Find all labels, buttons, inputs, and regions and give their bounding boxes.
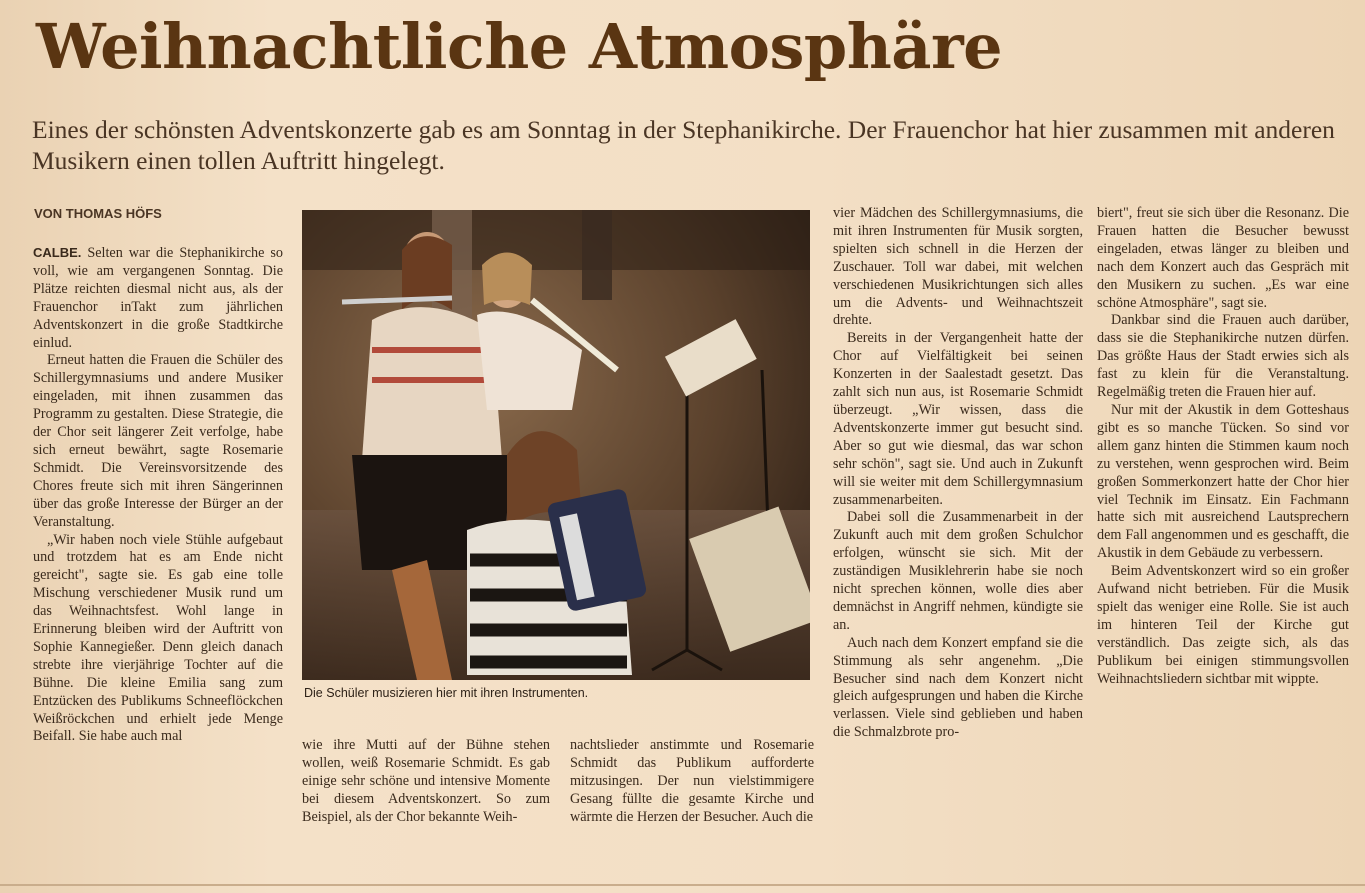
paragraph: Auch nach dem Konzert empfand sie die Stimmung als sehr angenehm. „Die Besucher sind nach dem Konzert nicht gleich aufgesprungen und haben die Kirche verlassen. Viele sind geblieben und haben die Schmalzbrote pro- (833, 634, 1083, 741)
students-playing-instruments-photo (302, 210, 810, 680)
paragraph: wie ihre Mutti auf der Bühne stehen wollen, weiß Rosemarie Schmidt. Es gab einige sehr schöne und intensive Momente bei diesem Adventskonzert. So zum Beispiel, als der Chor bekannte Weih- (302, 737, 550, 825)
article-column-2 (302, 737, 550, 857)
article-subtitle: Eines der schönsten Adventskonzerte gab es am Sonntag in der Stephanikirche. Der Frauenchor hat hier zusammen mit anderen Musikern einen tollen Auftritt hingelegt. (32, 115, 1335, 175)
paragraph: CALBE. Selten war die Stephanikirche so voll, wie am vergangenen Sonntag. Die Plätze reichten diesmal nicht aus, als der Frauenchor inTakt zum jährlichen Adventskonzert in die große Stadtkirche einlud. (33, 245, 283, 351)
article-column-5 (1097, 205, 1349, 860)
photo-caption: Die Schüler musizieren hier mit ihren Instrumenten. (304, 686, 589, 700)
paragraph: Bereits in der Vergangenheit hatte der Chor auf Vielfältigkeit bei seinen Konzerten in der Saalestadt gesetzt. Das zahlt sich nun aus, ist Rosemarie Schmidt überzeugt. „Wir wissen, dass die Adventskonzerte immer gut besucht sind. Aber so gut wie diesmal, das war schon sehr schön", sagt sie. Und auch in Zukunft will sie weiter mit dem Schillergymnasium zusammenarbeiten. (833, 330, 1083, 508)
paragraph: „Wir haben noch viele Stühle aufgebaut und trotzdem hat es am Ende nicht gereicht", sagte sie. Es gab eine tolle Mischung verschiedener Musik rund um das Weihnachtsfest. Wohl lange in Erinnerung bleiben wird der Auftritt von Sophie Kannegießer. Denn gleich danach strebte ihre vierjährige Tochter auf die Bühne. Die kleine Emilia sang zum Entzücken des Publikums Schneeflöckchen Weißröckchen und erhielt jede Menge Beifall. Sie habe auch mal (33, 531, 283, 745)
paragraph: Dankbar sind die Frauen auch darüber, dass sie die Stephanikirche nutzen dürfen. Das größte Haus der Stadt erwies sich als fast zu klein für die Veranstaltung. Regelmäßig treten die Frauen hier auf. (1097, 312, 1349, 401)
paragraph: biert", freut sie sich über die Resonanz. Die Frauen hatten die Besucher bewusst eingeladen, etwas länger zu bleiben und nach dem Konzert auch das Gespräch mit den Musikern zu suchen. „Es war eine schöne Atmosphäre", sagt sie. (1097, 205, 1349, 311)
paragraph: nachtslieder anstimmte und Rosemarie Schmidt das Publikum aufforderte mitzusingen. Der nun vielstimmigere Gesang füllte die gesamte Kirche und wärmte die Herzen der Besucher. Auch die (570, 737, 814, 825)
article-photo (302, 210, 810, 680)
article-column-3 (570, 737, 814, 857)
article-headline: Weihnachtliche Atmosphäre (36, 10, 1003, 83)
article-byline: VON THOMAS HÖFS (34, 206, 162, 221)
paragraph: Beim Adventskonzert wird so ein großer Aufwand nicht betrieben. Für die Musik spielt das weniger eine Rolle. Sie ist auch im hinteren Teil der Kirche gut verständlich. Das zeigte sich, als das Publikum bei einigen stimmungsvollen Weihnachtsliedern sichtbar mit wippte. (1097, 563, 1349, 687)
article-column-1 (33, 244, 283, 864)
dateline: CALBE. (33, 245, 82, 260)
paragraph: Erneut hatten die Frauen die Schüler des Schillergymnasiums und andere Musiker eingeladen, mit ihnen zusammen das Programm zu gestalten. Diese Strategie, die der Chor seit längerer Zeit verfolge, habe sich erneut bewährt, sagte Rosemarie Schmidt. Die Vereinsvorsitzende des Chores freute sich mit ihren Sängerinnen über das große Interesse der Bürger an der Veranstaltung. (33, 352, 283, 530)
page-fold-line (0, 884, 1365, 886)
article-column-4 (833, 205, 1083, 860)
paragraph: Nur mit der Akustik in dem Gotteshaus gibt es so manche Tücken. So sind vor allem ganz hinten die Stimmen kaum noch zu verstehen, wenn gesprochen wird. Beim großen Sommerkonzert hatte der Chor hier viel Technik im Einsatz. Ein Fachmann hatte sich mit ausreichend Lautsprechern dem Fall angenommen und es geschafft, die Akustik in dem Gebäude zu verbessern. (1097, 401, 1349, 562)
paragraph: Dabei soll die Zusammenarbeit in der Zukunft auch mit dem großen Schulchor erfolgen, wünscht sie sich. Mit der zuständigen Musiklehrerin habe sie noch nicht sprechen können, wolle dies aber demnächst in Angriff nehmen, kündigte sie an. (833, 509, 1083, 633)
paragraph: vier Mädchen des Schillergymnasiums, die mit ihren Instrumenten für Musik sorgten, spielten sich schnell in die Herzen der Zuschauer. Toll war dabei, mit welchen verschiedenen Musikrichtungen sich alles um die Advents- und Weihnachtszeit drehte. (833, 205, 1083, 329)
